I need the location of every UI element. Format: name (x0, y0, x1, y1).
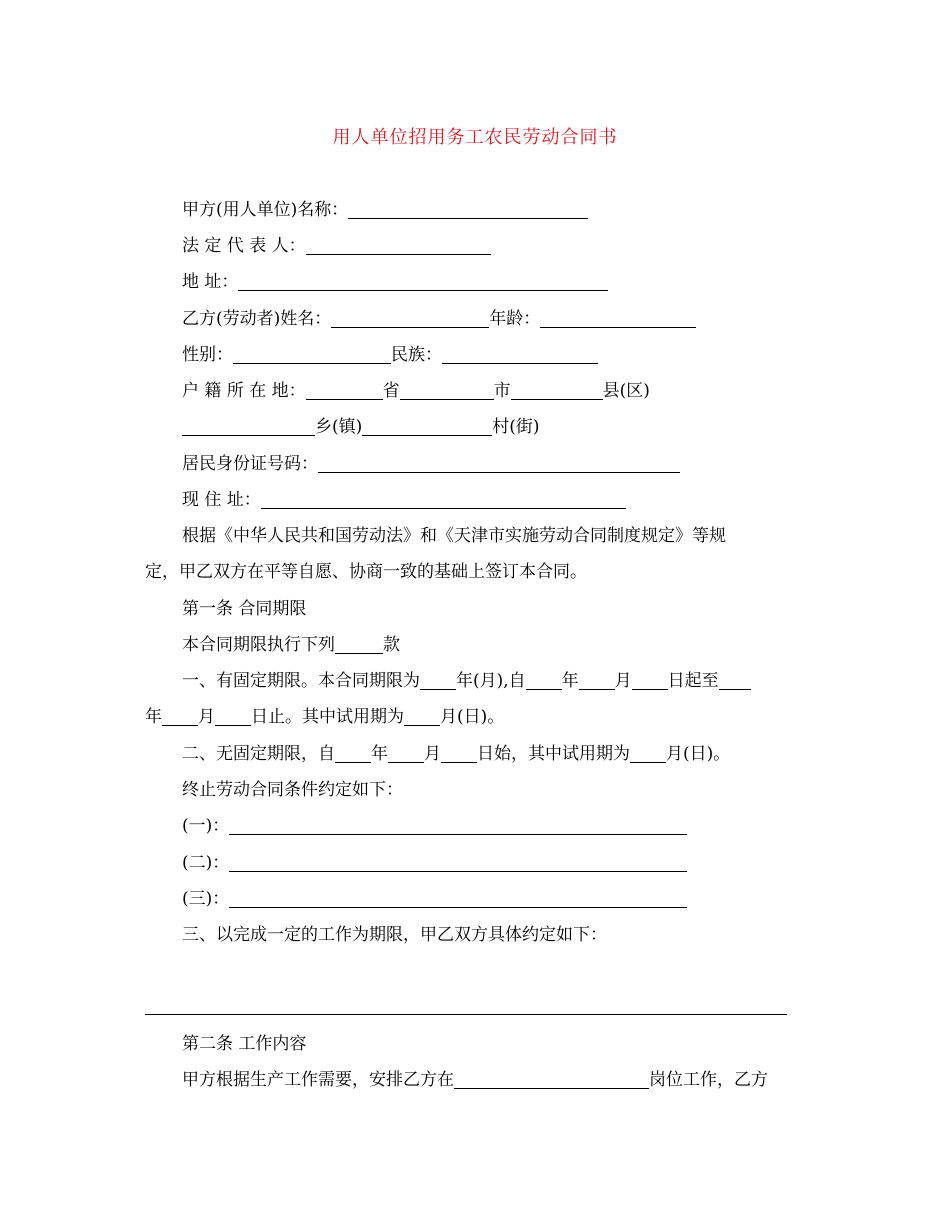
task-based-term: 三、以完成一定的工作为期限，甲乙双方具体约定如下： (182, 925, 607, 945)
fixed-term-line-2 (145, 705, 504, 729)
township-field[interactable] (182, 417, 315, 436)
current-address-field[interactable] (261, 490, 626, 509)
ethnicity-label: 民族： (391, 345, 442, 365)
gender-label: 性别： (182, 345, 233, 365)
open-term-text: 月 (424, 744, 441, 764)
open-term-line (182, 742, 730, 766)
term-selection-suffix: 款 (383, 635, 400, 655)
party-a-address-label: 地 址： (182, 272, 239, 292)
preamble-line-2: 定，甲乙双方在平等自愿、协商一致的基础上签订本合同。 (145, 562, 587, 582)
province-label: 省 (382, 381, 400, 401)
village-field[interactable] (362, 417, 492, 436)
ethnicity-field[interactable] (442, 345, 598, 364)
household-label: 户 籍 所 在 地： (182, 381, 306, 401)
id-number-field[interactable] (318, 454, 680, 473)
preamble-line-1: 根据《中华人民共和国劳动法》和《天津市实施劳动合同制度规定》等规 (182, 526, 726, 546)
township-row (182, 415, 540, 439)
fixed-term-text: 月(日)。 (440, 707, 505, 727)
term-length-field[interactable] (420, 671, 456, 690)
current-address-row (182, 488, 626, 512)
work-content-prefix: 甲方根据生产工作需要，安排乙方在 (182, 1070, 454, 1090)
start-year-field[interactable] (526, 671, 562, 690)
id-number-label: 居民身份证号码： (182, 454, 318, 474)
legal-rep-row (182, 234, 491, 258)
gender-field[interactable] (233, 345, 391, 364)
party-a-name-row (182, 198, 588, 222)
fixed-term-text: 日起至 (667, 671, 719, 691)
start-day-field[interactable] (632, 671, 668, 690)
city-field[interactable] (400, 381, 494, 400)
fixed-term-text: 月 (198, 707, 215, 727)
term-selection-prefix: 本合同期限执行下列 (182, 635, 335, 655)
legal-rep-label: 法 定 代 表 人： (182, 236, 306, 256)
fixed-term-text: 一、有固定期限。本合同期限为 (182, 671, 420, 691)
probation-field[interactable] (404, 707, 440, 726)
termination-item-2 (182, 851, 687, 875)
article-2-heading: 第二条 工作内容 (182, 1034, 307, 1054)
party-b-name-row (182, 307, 696, 331)
start-month-field[interactable] (579, 671, 615, 690)
age-field[interactable] (540, 309, 696, 328)
party-b-name-label: 乙方(劳动者)姓名： (182, 309, 332, 329)
party-a-name-label: 甲方(用人单位)名称： (182, 200, 349, 220)
termination-heading: 终止劳动合同条件约定如下： (182, 780, 403, 800)
legal-rep-field[interactable] (306, 236, 491, 255)
end-year-field[interactable] (719, 671, 751, 690)
termination-item-1 (182, 814, 687, 838)
open-term-text: 二、无固定期限，自 (182, 744, 335, 764)
end-month-field[interactable] (162, 707, 198, 726)
id-number-row (182, 452, 680, 476)
age-label: 年龄： (489, 309, 541, 329)
termination-item-2-field[interactable] (229, 853, 687, 872)
gender-ethnicity-row (182, 343, 598, 367)
household-row (182, 379, 650, 403)
open-term-text: 年 (371, 744, 388, 764)
article-1-heading: 第一条 合同期限 (182, 599, 307, 619)
party-a-address-row (182, 270, 608, 294)
term-selection-row (182, 633, 400, 657)
open-start-month-field[interactable] (388, 744, 424, 763)
village-label: 村(街) (492, 417, 540, 437)
end-day-field[interactable] (215, 707, 251, 726)
county-label: 县(区) (602, 381, 650, 401)
open-probation-field[interactable] (630, 744, 666, 763)
document-title: 用人单位招用务工农民劳动合同书 (332, 127, 618, 148)
open-term-text: 日始，其中试用期为 (477, 744, 630, 764)
fixed-term-text: 日止。其中试用期为 (251, 707, 404, 727)
term-selection-field[interactable] (335, 635, 383, 654)
work-content-suffix: 岗位工作，乙方 (649, 1070, 768, 1090)
open-start-year-field[interactable] (335, 744, 371, 763)
fixed-term-text: 年 (145, 707, 162, 727)
termination-item-2-label: (二)： (182, 853, 230, 873)
termination-item-3-label: (三)： (182, 889, 230, 909)
party-a-name-field[interactable] (348, 200, 588, 219)
city-label: 市 (493, 381, 511, 401)
fixed-term-text: 年(月),自 (456, 671, 526, 691)
township-label: 乡(镇) (315, 417, 363, 437)
termination-item-3-field[interactable] (229, 889, 687, 908)
fixed-term-text: 年 (561, 671, 579, 691)
termination-item-3 (182, 887, 687, 911)
party-a-address-field[interactable] (238, 272, 608, 291)
party-b-name-field[interactable] (331, 309, 489, 328)
county-field[interactable] (511, 381, 603, 400)
province-field[interactable] (306, 381, 383, 400)
termination-item-1-label: (一)： (182, 816, 230, 836)
current-address-label: 现 住 址： (182, 490, 261, 510)
job-position-field[interactable] (454, 1070, 649, 1089)
open-term-text: 月(日)。 (666, 744, 731, 764)
work-content-line (182, 1068, 768, 1092)
fixed-term-text: 月 (614, 671, 632, 691)
open-start-day-field[interactable] (441, 744, 477, 763)
fixed-term-line-1 (182, 669, 751, 693)
termination-item-1-field[interactable] (229, 816, 687, 835)
task-based-answer-line[interactable] (145, 1014, 787, 1015)
